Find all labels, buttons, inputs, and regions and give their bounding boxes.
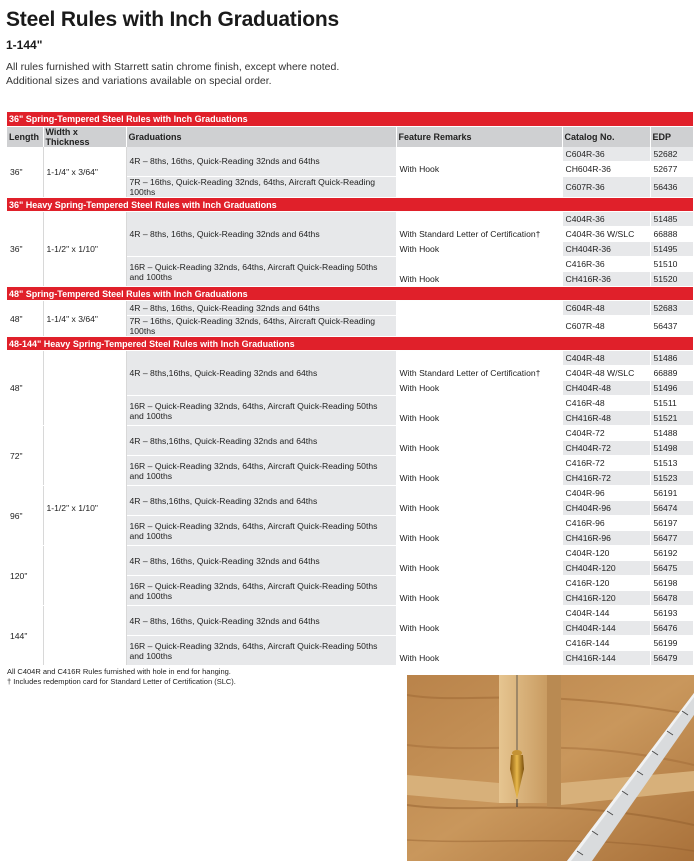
- width-thickness-cell: 1-1/2" x 1/10": [43, 212, 126, 287]
- footnote: All C404R and C416R Rules furnished with hole in end for hanging.: [7, 667, 231, 676]
- edp-cell: 56198: [650, 576, 693, 591]
- feature-remarks-cell: [396, 456, 562, 471]
- graduations-cell: 16R – Quick-Reading 32nds, 64ths, Aircraft Quick-Reading 50ths and 100ths: [126, 257, 396, 287]
- column-header: EDP: [650, 126, 693, 147]
- catalog-number-cell: C416R-72: [562, 456, 650, 471]
- edp-cell: 56193: [650, 606, 693, 621]
- footnote: † Includes redemption card for Standard Letter of Certification (SLC).: [7, 677, 236, 686]
- graduations-cell: 16R – Quick-Reading 32nds, 64ths, Aircraft Quick-Reading 50ths and 100ths: [126, 516, 396, 546]
- catalog-number-cell: C604R-48: [562, 301, 650, 316]
- feature-remarks-cell: With Hook: [396, 531, 562, 546]
- catalog-number-cell: C404R-72: [562, 426, 650, 441]
- catalog-number-cell: CH604R-36: [562, 162, 650, 177]
- graduations-cell: 4R – 8ths,16ths, Quick-Reading 32nds and 64ths: [126, 426, 396, 456]
- feature-remarks-cell: [396, 426, 562, 441]
- length-cell: 120": [7, 546, 43, 606]
- catalog-number-cell: CH416R-48: [562, 411, 650, 426]
- catalog-number-cell: CH416R-120: [562, 591, 650, 606]
- graduations-cell: 4R – 8ths, 16ths, Quick-Reading 32nds and 64ths: [126, 301, 396, 316]
- feature-remarks-cell: [396, 546, 562, 561]
- section-title: 48-144" Heavy Spring-Tempered Steel Rules with Inch Graduations: [7, 337, 693, 351]
- catalog-number-cell: CH416R-96: [562, 531, 650, 546]
- catalog-number-cell: C607R-36: [562, 177, 650, 198]
- edp-cell: 51521: [650, 411, 693, 426]
- edp-cell: 51520: [650, 272, 693, 287]
- catalog-number-cell: C604R-36: [562, 147, 650, 162]
- length-cell: 48": [7, 351, 43, 426]
- feature-remarks-cell: With Hook: [396, 272, 562, 287]
- table-row: [7, 147, 693, 162]
- edp-cell: 56436: [650, 177, 693, 198]
- catalog-number-cell: C404R-36: [562, 212, 650, 227]
- catalog-number-cell: CH404R-72: [562, 441, 650, 456]
- graduations-cell: 4R – 8ths, 16ths, Quick-Reading 32nds and 64ths: [126, 546, 396, 576]
- column-header: Catalog No.: [562, 126, 650, 147]
- catalog-number-cell: C607R-48: [562, 316, 650, 337]
- edp-cell: 56437: [650, 316, 693, 337]
- page-subtitle: 1-144": [6, 38, 43, 52]
- catalog-number-cell: C416R-48: [562, 396, 650, 411]
- graduations-cell: 16R – Quick-Reading 32nds, 64ths, Aircraft Quick-Reading 50ths and 100ths: [126, 396, 396, 426]
- length-cell: 144": [7, 606, 43, 666]
- edp-cell: 51486: [650, 351, 693, 366]
- catalog-number-cell: C404R-144: [562, 606, 650, 621]
- edp-cell: 52683: [650, 301, 693, 316]
- graduations-cell: 16R – Quick-Reading 32nds, 64ths, Aircraft Quick-Reading 50ths and 100ths: [126, 636, 396, 666]
- feature-remarks-cell: With Hook: [396, 162, 562, 177]
- edp-cell: 56477: [650, 531, 693, 546]
- column-header: Width x Thickness: [43, 126, 126, 147]
- catalog-number-cell: C404R-96: [562, 486, 650, 501]
- graduations-cell: 4R – 8ths,16ths, Quick-Reading 32nds and 64ths: [126, 486, 396, 516]
- graduations-cell: 4R – 8ths, 16ths, Quick-Reading 32nds and 64ths: [126, 606, 396, 636]
- catalog-number-cell: C404R-120: [562, 546, 650, 561]
- feature-remarks-cell: [396, 396, 562, 411]
- catalog-number-cell: CH404R-120: [562, 561, 650, 576]
- intro-line: Additional sizes and variations available on special order.: [6, 75, 272, 87]
- catalog-number-cell: CH404R-36: [562, 242, 650, 257]
- feature-remarks-cell: [396, 636, 562, 651]
- edp-cell: 52677: [650, 162, 693, 177]
- feature-remarks-cell: [396, 257, 562, 272]
- section-title: 36" Spring-Tempered Steel Rules with Inch Graduations: [7, 112, 693, 126]
- graduations-cell: 16R – Quick-Reading 32nds, 64ths, Aircraft Quick-Reading 50ths and 100ths: [126, 576, 396, 606]
- length-cell: 48": [7, 301, 43, 337]
- graduations-cell: 7R – 16ths, Quick-Reading 32nds, 64ths, Aircraft Quick-Reading 100ths: [126, 177, 396, 198]
- feature-remarks-cell: With Hook: [396, 441, 562, 456]
- graduations-cell: 7R – 16ths, Quick-Reading 32nds, 64ths, Aircraft Quick-Reading 100ths: [126, 316, 396, 337]
- catalog-number-cell: CH404R-96: [562, 501, 650, 516]
- feature-remarks-cell: With Hook: [396, 411, 562, 426]
- edp-cell: 56474: [650, 501, 693, 516]
- width-thickness-cell: 1-1/4" x 3/64": [43, 147, 126, 198]
- feature-remarks-cell: [396, 301, 562, 316]
- edp-cell: 56476: [650, 621, 693, 636]
- catalog-number-cell: CH416R-144: [562, 651, 650, 666]
- catalog-number-cell: C416R-36: [562, 257, 650, 272]
- feature-remarks-cell: With Standard Letter of Certification†: [396, 366, 562, 381]
- feature-remarks-cell: With Hook: [396, 621, 562, 636]
- length-cell: 72": [7, 426, 43, 486]
- feature-remarks-cell: [396, 576, 562, 591]
- feature-remarks-cell: [396, 147, 562, 162]
- table-row: [7, 351, 693, 366]
- catalog-number-cell: C404R-48: [562, 351, 650, 366]
- catalog-number-cell: CH404R-48: [562, 381, 650, 396]
- feature-remarks-cell: [396, 606, 562, 621]
- feature-remarks-cell: [396, 177, 562, 198]
- catalog-table: [7, 112, 693, 666]
- edp-cell: 51485: [650, 212, 693, 227]
- edp-cell: 51496: [650, 381, 693, 396]
- graduations-cell: 4R – 8ths, 16ths, Quick-Reading 32nds and 64ths: [126, 212, 396, 257]
- intro-line: All rules furnished with Starrett satin chrome finish, except where noted.: [6, 61, 340, 73]
- edp-cell: 56191: [650, 486, 693, 501]
- length-cell: 36": [7, 147, 43, 198]
- edp-cell: 56197: [650, 516, 693, 531]
- graduations-cell: 4R – 8ths, 16ths, Quick-Reading 32nds and 64ths: [126, 147, 396, 177]
- edp-cell: 51523: [650, 471, 693, 486]
- catalog-number-cell: C416R-120: [562, 576, 650, 591]
- feature-remarks-cell: With Hook: [396, 381, 562, 396]
- length-cell: 36": [7, 212, 43, 287]
- edp-cell: 51513: [650, 456, 693, 471]
- section-title: 36" Heavy Spring-Tempered Steel Rules with Inch Graduations: [7, 198, 693, 212]
- catalog-number-cell: CH404R-144: [562, 621, 650, 636]
- section-header-row: [7, 287, 693, 301]
- plumb-bob-photo: [407, 675, 694, 861]
- column-header: Feature Remarks: [396, 126, 562, 147]
- column-header: Graduations: [126, 126, 396, 147]
- feature-remarks-cell: With Hook: [396, 561, 562, 576]
- length-cell: 96": [7, 486, 43, 546]
- feature-remarks-cell: [396, 212, 562, 227]
- feature-remarks-cell: [396, 316, 562, 337]
- edp-cell: 56199: [650, 636, 693, 651]
- catalog-number-cell: C416R-144: [562, 636, 650, 651]
- section-header-row: [7, 112, 693, 126]
- catalog-number-cell: C404R-36 W/SLC: [562, 227, 650, 242]
- section-header-row: [7, 198, 693, 212]
- catalog-number-cell: C416R-96: [562, 516, 650, 531]
- edp-cell: 56479: [650, 651, 693, 666]
- edp-cell: 56478: [650, 591, 693, 606]
- column-header: Length: [7, 126, 43, 147]
- edp-cell: 51495: [650, 242, 693, 257]
- edp-cell: 66889: [650, 366, 693, 381]
- feature-remarks-cell: With Hook: [396, 501, 562, 516]
- edp-cell: 56475: [650, 561, 693, 576]
- graduations-cell: 16R – Quick-Reading 32nds, 64ths, Aircraft Quick-Reading 50ths and 100ths: [126, 456, 396, 486]
- feature-remarks-cell: [396, 351, 562, 366]
- table-row: [7, 212, 693, 227]
- graduations-cell: 4R – 8ths,16ths, Quick-Reading 32nds and 64ths: [126, 351, 396, 396]
- feature-remarks-cell: [396, 516, 562, 531]
- feature-remarks-cell: With Hook: [396, 591, 562, 606]
- edp-cell: 51511: [650, 396, 693, 411]
- edp-cell: 51510: [650, 257, 693, 272]
- width-thickness-cell: 1-1/4" x 3/64": [43, 301, 126, 337]
- intro-text: [6, 60, 406, 88]
- edp-cell: 51488: [650, 426, 693, 441]
- catalog-number-cell: CH416R-72: [562, 471, 650, 486]
- footnotes: [7, 667, 236, 687]
- page-title: Steel Rules with Inch Graduations: [6, 8, 339, 31]
- edp-cell: 56192: [650, 546, 693, 561]
- edp-cell: 52682: [650, 147, 693, 162]
- section-title: 48" Spring-Tempered Steel Rules with Inch Graduations: [7, 287, 693, 301]
- feature-remarks-cell: With Hook: [396, 651, 562, 666]
- feature-remarks-cell: With Hook: [396, 242, 562, 257]
- feature-remarks-cell: With Hook: [396, 471, 562, 486]
- catalog-number-cell: C404R-48 W/SLC: [562, 366, 650, 381]
- width-thickness-cell: 1-1/2" x 1/10": [43, 351, 126, 666]
- catalog-number-cell: CH416R-36: [562, 272, 650, 287]
- table-row: [7, 301, 693, 316]
- section-header-row: [7, 337, 693, 351]
- edp-cell: 66888: [650, 227, 693, 242]
- edp-cell: 51498: [650, 441, 693, 456]
- feature-remarks-cell: [396, 486, 562, 501]
- feature-remarks-cell: With Standard Letter of Certification†: [396, 227, 562, 242]
- column-header-row: [7, 126, 693, 147]
- rules-table: [7, 112, 694, 666]
